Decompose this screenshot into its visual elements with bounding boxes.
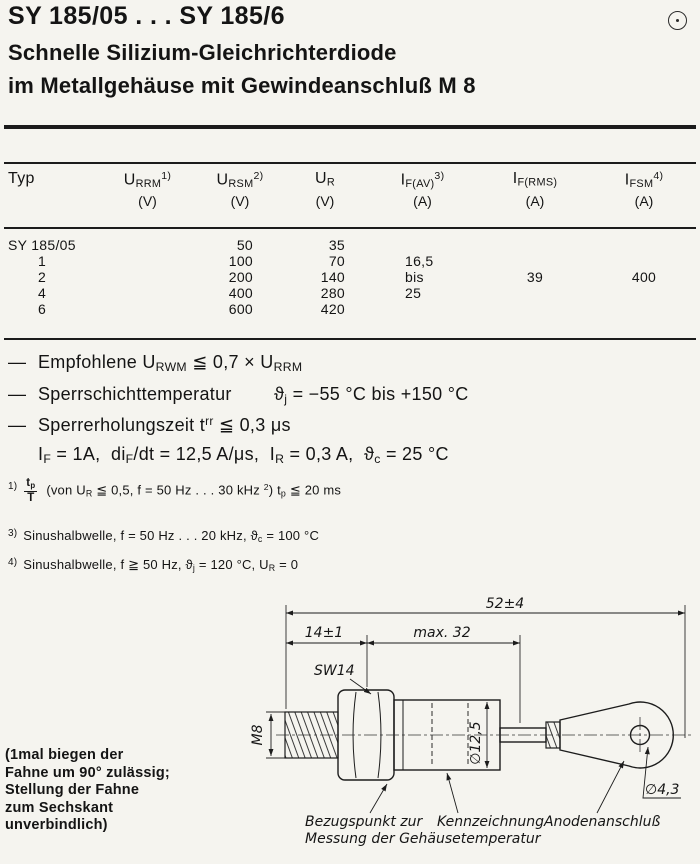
table-cell: 400 [631, 269, 657, 285]
col-header-typ: Typ [8, 170, 35, 187]
table-cell [480, 237, 590, 253]
caption-reference-point-line1: Bezugspunkt zur [305, 814, 423, 830]
table-cell [100, 301, 195, 317]
col-header-ursm: $U_{RSM}^{2)}$ (V) [216, 170, 264, 209]
col-header-ifav: $I_{F(AV)}^{3)}$ (A) [400, 170, 445, 209]
footnote-1: $^{1)}$ $\frac{t_p}{T}$ (von $U_R$ ≦ 0,5, f = 50 Hz . . . 30 kHz $^2$) $t_p$ ≦ 20 ms [8, 477, 342, 505]
col-header-ur: $U_R$ (V) [314, 170, 335, 209]
table-cell [100, 285, 195, 301]
table-cell [100, 253, 195, 269]
table-cell: 35 [328, 237, 345, 253]
fraction-tp-over-T: $\frac{t_p}{T}$ [26, 477, 36, 505]
thread-label: M8 [250, 724, 266, 746]
ratings-table-header [8, 170, 698, 213]
footnote-4: $^{4)}$ Sinushalbwelle, f ≧ 50 Hz, $ϑ_j = 120$ °C, $U_R = 0$ [8, 557, 299, 574]
footnote-3: $^{3)}$ Sinushalbwelle, f = 50 Hz . . . 20 kHz, $ϑ_c = 100$ °C [8, 528, 320, 545]
note-reverse-recovery: — Sperrerholungszeit $t^{rr}$ ≦ 0,3 μs [8, 414, 291, 435]
side-note-line: unverbindlich) [5, 817, 108, 833]
body-diameter-label: ∅12,5 [468, 721, 484, 765]
divider-table-top [4, 162, 696, 164]
side-note-line: (1mal biegen der [5, 747, 124, 763]
table-cell: 70 [328, 253, 345, 269]
table-cell [590, 285, 698, 301]
dim-stud-label: 14±1 [304, 625, 344, 641]
note-urwm: — Empfohlene $U_{RWM}$ ≦ $0,7 \times U_{RRM}$ [8, 352, 303, 375]
table-cell [480, 253, 590, 269]
table-cell [365, 301, 480, 317]
col-header-urrm: $U_{RRM}^{1)}$ (V) [123, 170, 172, 209]
table-cell: 420 [320, 301, 345, 317]
side-note-line: Fahne um 90° zulässig; [5, 764, 170, 781]
table-cell [590, 237, 698, 253]
table-cell [590, 253, 698, 269]
page-title: SY 185/05 . . . SY 185/6 [8, 2, 285, 30]
subtitle-line-1: Schnelle Silizium-Gleichrichterdiode [8, 40, 397, 65]
table-cell: 1 [38, 253, 47, 269]
table-cell: 50 [236, 237, 253, 253]
table-cell: bis [405, 269, 424, 285]
table-cell: 600 [228, 301, 253, 317]
ratings-table-body [8, 237, 698, 317]
table-cell: 4 [38, 285, 47, 301]
divider-thick [4, 125, 696, 129]
table-cell: 25 [405, 285, 422, 301]
table-cell [100, 269, 195, 285]
table-cell: 100 [228, 253, 253, 269]
register-mark-dot [676, 19, 680, 23]
note-junction-temperature: — Sperrschichttemperatur $ϑ_j = -55$ °C bis +150 °C [8, 384, 469, 407]
note-test-conditions: $I_F = 1A$, $di_F/dt = 12,5$ A/μs, $I_R = 0,3$ A, $ϑ_c = 25$ °C [38, 444, 449, 467]
side-note-line: zum Sechskant [5, 799, 114, 816]
table-cell: 39 [526, 269, 544, 285]
dim-body-label: max. 32 [413, 625, 471, 641]
page-subtitle [8, 36, 476, 102]
table-cell [480, 301, 590, 317]
divider-table-bottom [4, 338, 696, 340]
table-cell: 6 [38, 301, 47, 317]
hole-diameter-label: ∅4,3 [645, 782, 680, 798]
col-header-ifrms: $I_{F(RMS)}$ (A) [512, 170, 558, 209]
divider-header-bottom [4, 227, 696, 229]
table-cell [480, 285, 590, 301]
caption-reference-point-line2: Messung der Gehäusetemperatur [305, 831, 541, 847]
table-cell: 400 [228, 285, 253, 301]
col-header-ifsm: $I_{FSM}^{4)}$ (A) [624, 170, 664, 209]
hex-size-label: SW14 [314, 663, 355, 679]
register-mark-icon [668, 11, 687, 30]
table-cell: 2 [38, 269, 47, 285]
dimension-hole-diameter [643, 747, 681, 798]
dim-total-label: 52±4 [485, 596, 525, 612]
table-cell: 140 [320, 269, 345, 285]
table-cell [590, 301, 698, 317]
bend-allowance-note [5, 747, 220, 835]
table-cell: 280 [320, 285, 345, 301]
side-note-line: Stellung der Fahne [5, 782, 140, 798]
table-cell: SY 185/05 [8, 237, 76, 253]
table-cell: 200 [228, 269, 253, 285]
subtitle-line-2: im Metallgehäuse mit Gewindeanschluß M 8 [8, 73, 476, 98]
table-cell: 16,5 [405, 253, 434, 269]
table-cell [365, 237, 480, 253]
table-cell [100, 237, 195, 253]
caption-anode-connection: Anodenanschluß [544, 814, 661, 830]
caption-marking: Kennzeichnung [437, 814, 544, 830]
